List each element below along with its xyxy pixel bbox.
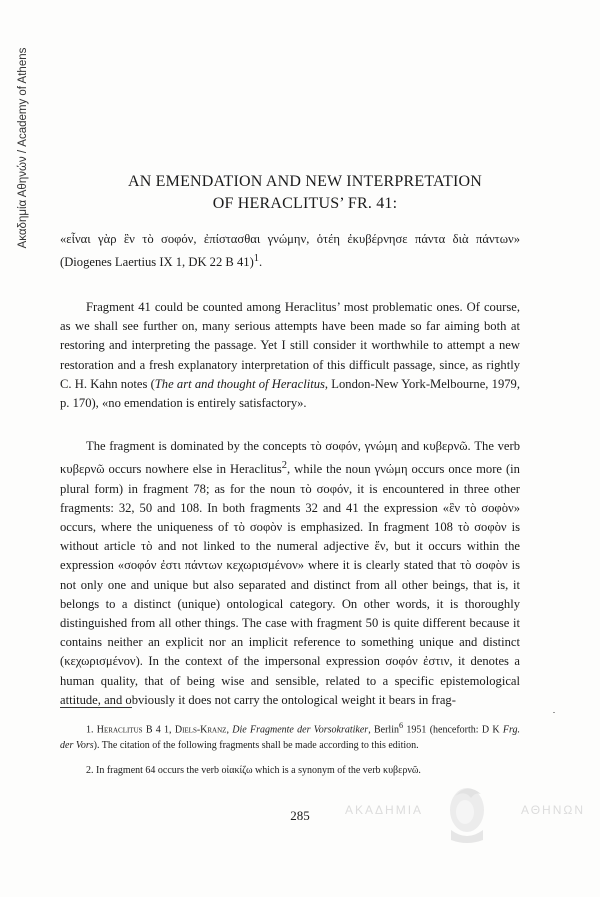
- article-title: [60, 171, 550, 215]
- side-watermark: [8, 28, 38, 268]
- academy-watermark-left: ΑΚΑΔΗΜΙΑ: [345, 803, 424, 817]
- footnote-ref-2[interactable]: 2: [281, 460, 288, 472]
- scan-speck: [553, 712, 555, 713]
- academy-watermark-right: ΑΘΗΝΩΝ: [520, 803, 585, 817]
- fn1-number: 1.: [86, 724, 97, 736]
- page-number: 285: [290, 808, 310, 823]
- athena-seal-icon: [441, 780, 493, 846]
- footnote-1: [60, 718, 520, 753]
- academy-watermark: [345, 778, 585, 848]
- p2-text-a: The fragment is dominated by the concepts τὸ σοφόν, γνώμη and κυβερνῶ. The verb κυβερνῶ occurs nowhere else in Heraclitus: [60, 439, 520, 477]
- epigraph-source: (Diogenes Laertius IX 1, DK 22 B 41): [60, 255, 254, 270]
- fn1-edition: 6: [398, 721, 404, 730]
- epigraph-greek: «εἶναι γὰρ ἓν τὸ σοφόν, ἐπίστασθαι γνώμην, ὁτέη ἐκυβέρνησε πάντα διὰ πάντων»: [60, 232, 520, 246]
- fn1-author-heraclitus: Heraclitus: [96, 724, 143, 736]
- fn1-ref-c: , Berlin: [368, 724, 399, 736]
- paragraph-2: [60, 437, 520, 710]
- p1-text-b: , London-New York-Melbourne, 1979, p. 170), «no emendation is entirely satisfactory».: [60, 376, 520, 411]
- fn1-work-title: Die Fragmente der Vorsokratiker: [232, 724, 369, 736]
- epigraph: [60, 230, 520, 273]
- title-line-1: AN EMENDATION AND NEW INTERPRETATION: [127, 173, 483, 190]
- paragraph-1: [60, 298, 520, 413]
- footnote-ref-1[interactable]: 1: [253, 253, 260, 265]
- fn1-ref-b: ,: [226, 724, 233, 736]
- book-title: The art and thought of Heraclitus: [154, 376, 325, 391]
- fn1-author-dk: Diels-Kranz: [174, 724, 227, 736]
- footnote-2: 2. In fragment 64 occurs the verb οἰακίζω which is a synonym of the verb κυβερνῶ.: [86, 765, 421, 776]
- p2-text-b: , while the noun γνώμη occurs once more (in plural form) in fragment 78; as for the noun τὸ σοφόν, it is encountered in three other fragments: 32, 50 and 108. In both fragments 32 and 41 the expression «ἓν τὸ σοφὸν» occurs, where the uniqueness of τὸ σοφὸν is emphasized. In fragment 108 τὸ σοφὸν is without article τὸ and not linked to the numeral adjective ἕν, but it occurs within the expression «σοφόν ἐστι πάντων κεχωρισμένον» where it is clearly stated that τὸ σοφὸν is not only one and unique but also separated and distinct from all other beings, that is, it belongs to a distinct (unique) ontological category. On other words, it is thoroughly distinguished from all other things. The case with fragment 50 is quite different because it contains neither an explicit nor an implicit reference to something unique and distinct (κεχωρισμένον). In the context of the impersonal expression σοφόν ἐστιν, it denotes a human quality, that of being wise and sensible, related to a specific epistemological attitude, and obviously it does not carry the ontological weight it bears in frag-: [60, 462, 520, 707]
- title-line-2: OF HERACLITUS’ FR. 41:: [212, 195, 398, 212]
- epigraph-end: .: [259, 255, 263, 270]
- side-watermark-text: Ακαδημία Αθηνών / Academy of Athens: [17, 47, 29, 249]
- p1-text-a: Fragment 41 could be counted among Heraclitus’ most problematic ones. Of course, as we shall see further on, many serious attempts have been made so far aiming both at restoring and interpreting the passage. Yet I still consider it worthwhile to attempt a new restoration and a fresh explanatory interpretation of this difficult passage, since, as rightly C. H. Kahn notes (: [60, 300, 520, 391]
- fn1-abbreviation: Frg. der Vors: [60, 724, 521, 751]
- fn1-ref-e: ). The citation of the following fragments shall be made according to this edition.: [93, 739, 419, 751]
- footnote-separator: [60, 707, 132, 708]
- fn1-ref-d: 1951 (henceforth: D K: [403, 724, 503, 736]
- fn1-ref-a: B 4 1,: [142, 724, 175, 736]
